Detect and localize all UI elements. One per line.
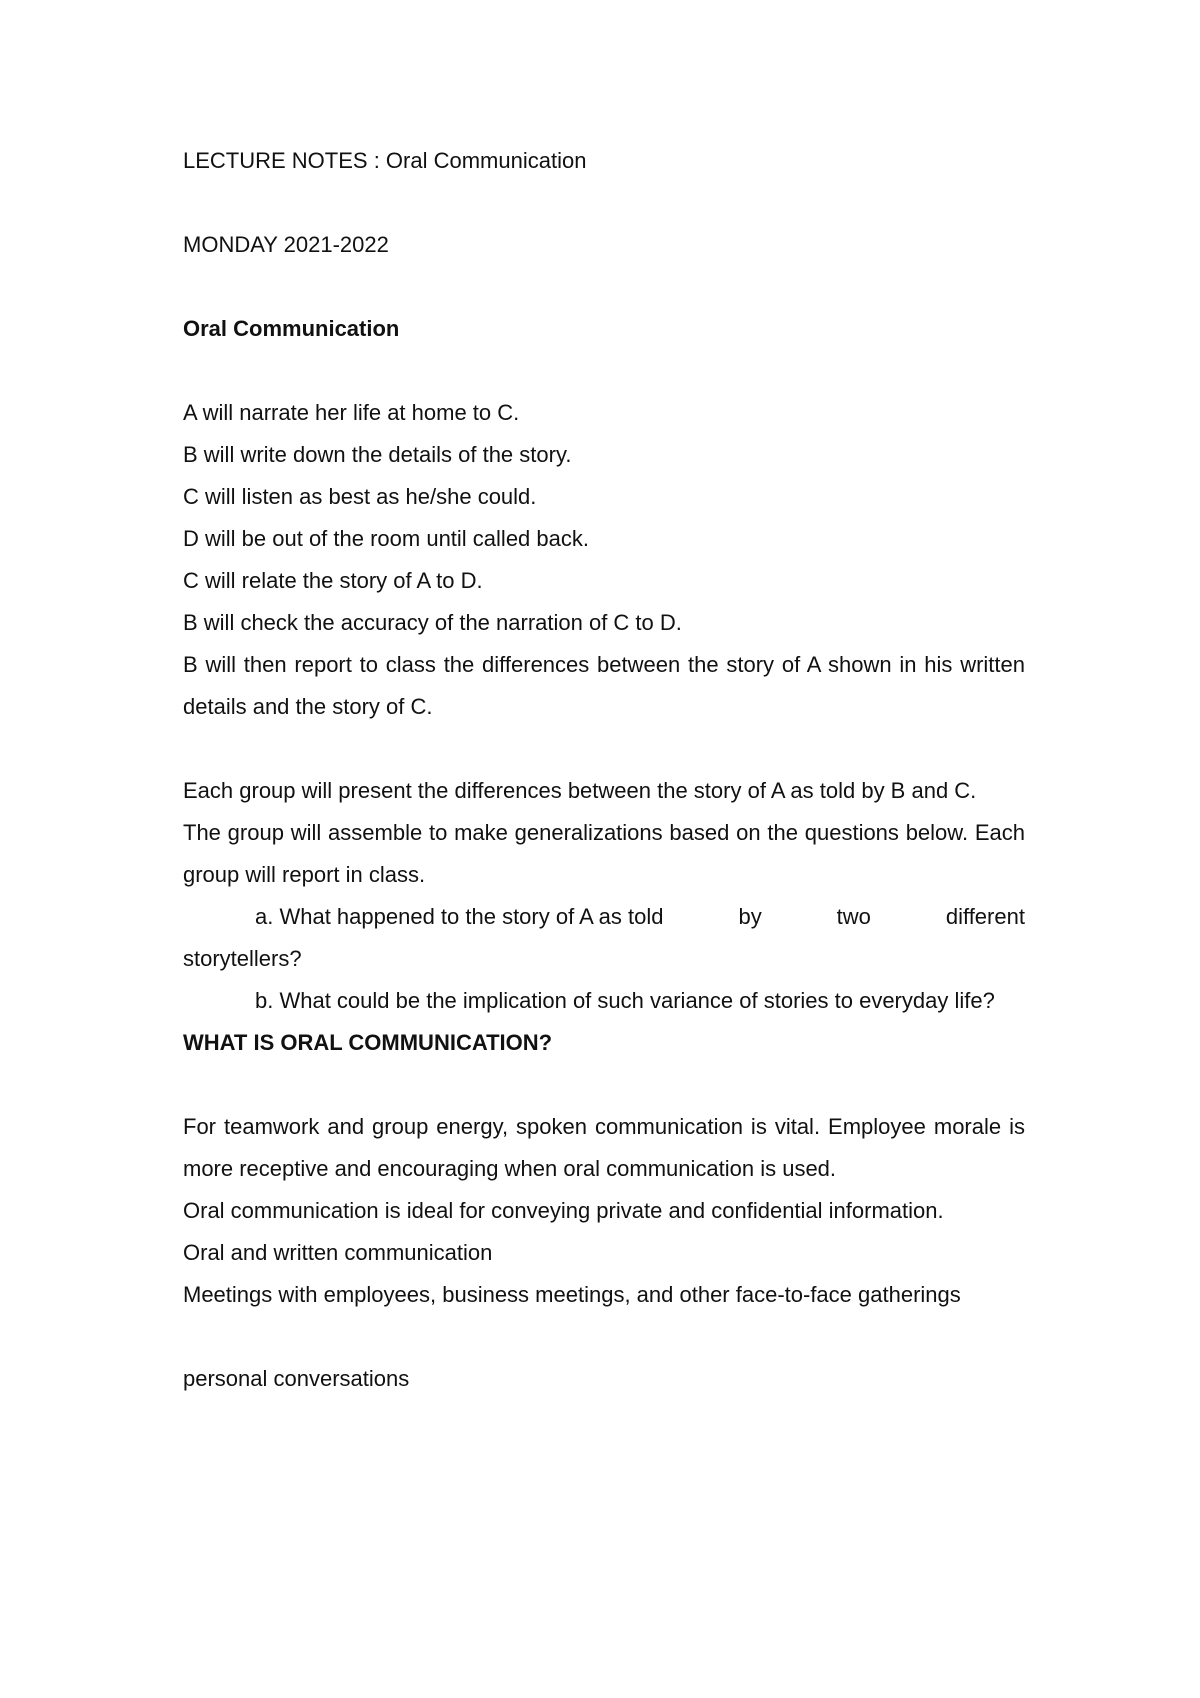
spacer xyxy=(183,182,1025,224)
section-title: Oral Communication xyxy=(183,316,400,341)
activity-line: B will check the accuracy of the narration of C to D. xyxy=(183,610,682,635)
personal-conversations-line: personal conversations xyxy=(183,1366,410,1391)
question-a-word: two xyxy=(836,904,871,929)
activity-line: C will listen as best as he/she could. xyxy=(183,484,537,509)
private-info-paragraph: Oral communication is ideal for conveying private and confidential information. xyxy=(183,1198,944,1223)
term-line: MONDAY 2021-2022 xyxy=(183,232,389,257)
question-a-word: by xyxy=(738,904,762,929)
activity-line: A will narrate her life at home to C. xyxy=(183,400,520,425)
document-body xyxy=(183,140,1025,1400)
spacer xyxy=(183,728,1025,770)
question-b: b. What could be the implication of such variance of stories to everyday life? xyxy=(255,988,995,1013)
spacer xyxy=(183,350,1025,392)
lecture-header: LECTURE NOTES : Oral Communication xyxy=(183,148,587,173)
question-a-line xyxy=(183,896,1025,938)
activity-report-paragraph: B will then report to class the differences between the story of A shown in his written details and the story of C. xyxy=(183,652,1025,719)
question-a-tail: storytellers? xyxy=(183,946,302,971)
oral-written-line: Oral and written communication xyxy=(183,1240,493,1265)
group-assemble-paragraph: The group will assemble to make generalizations based on the questions below. Each group will report in class. xyxy=(183,820,1025,887)
activity-line: D will be out of the room until called back. xyxy=(183,526,589,551)
question-a-lead: a. What happened to the story of A as told xyxy=(255,904,664,929)
meetings-paragraph: Meetings with employees, business meetings, and other face-to-face gatherings xyxy=(183,1282,961,1307)
spacer xyxy=(183,266,1025,308)
question-a-word: different xyxy=(945,904,1025,929)
question-a xyxy=(183,896,1025,980)
activity-line: C will relate the story of A to D. xyxy=(183,568,483,593)
spacer xyxy=(183,1316,1025,1358)
activity-line: B will write down the details of the story. xyxy=(183,442,572,467)
spacer xyxy=(183,1064,1025,1106)
oral-communication-heading: WHAT IS ORAL COMMUNICATION? xyxy=(183,1030,553,1055)
teamwork-paragraph: For teamwork and group energy, spoken communication is vital. Employee morale is more receptive and encouraging when oral communication is used. xyxy=(183,1114,1025,1181)
group-present-paragraph: Each group will present the differences between the story of A as told by B and C. xyxy=(183,778,977,803)
